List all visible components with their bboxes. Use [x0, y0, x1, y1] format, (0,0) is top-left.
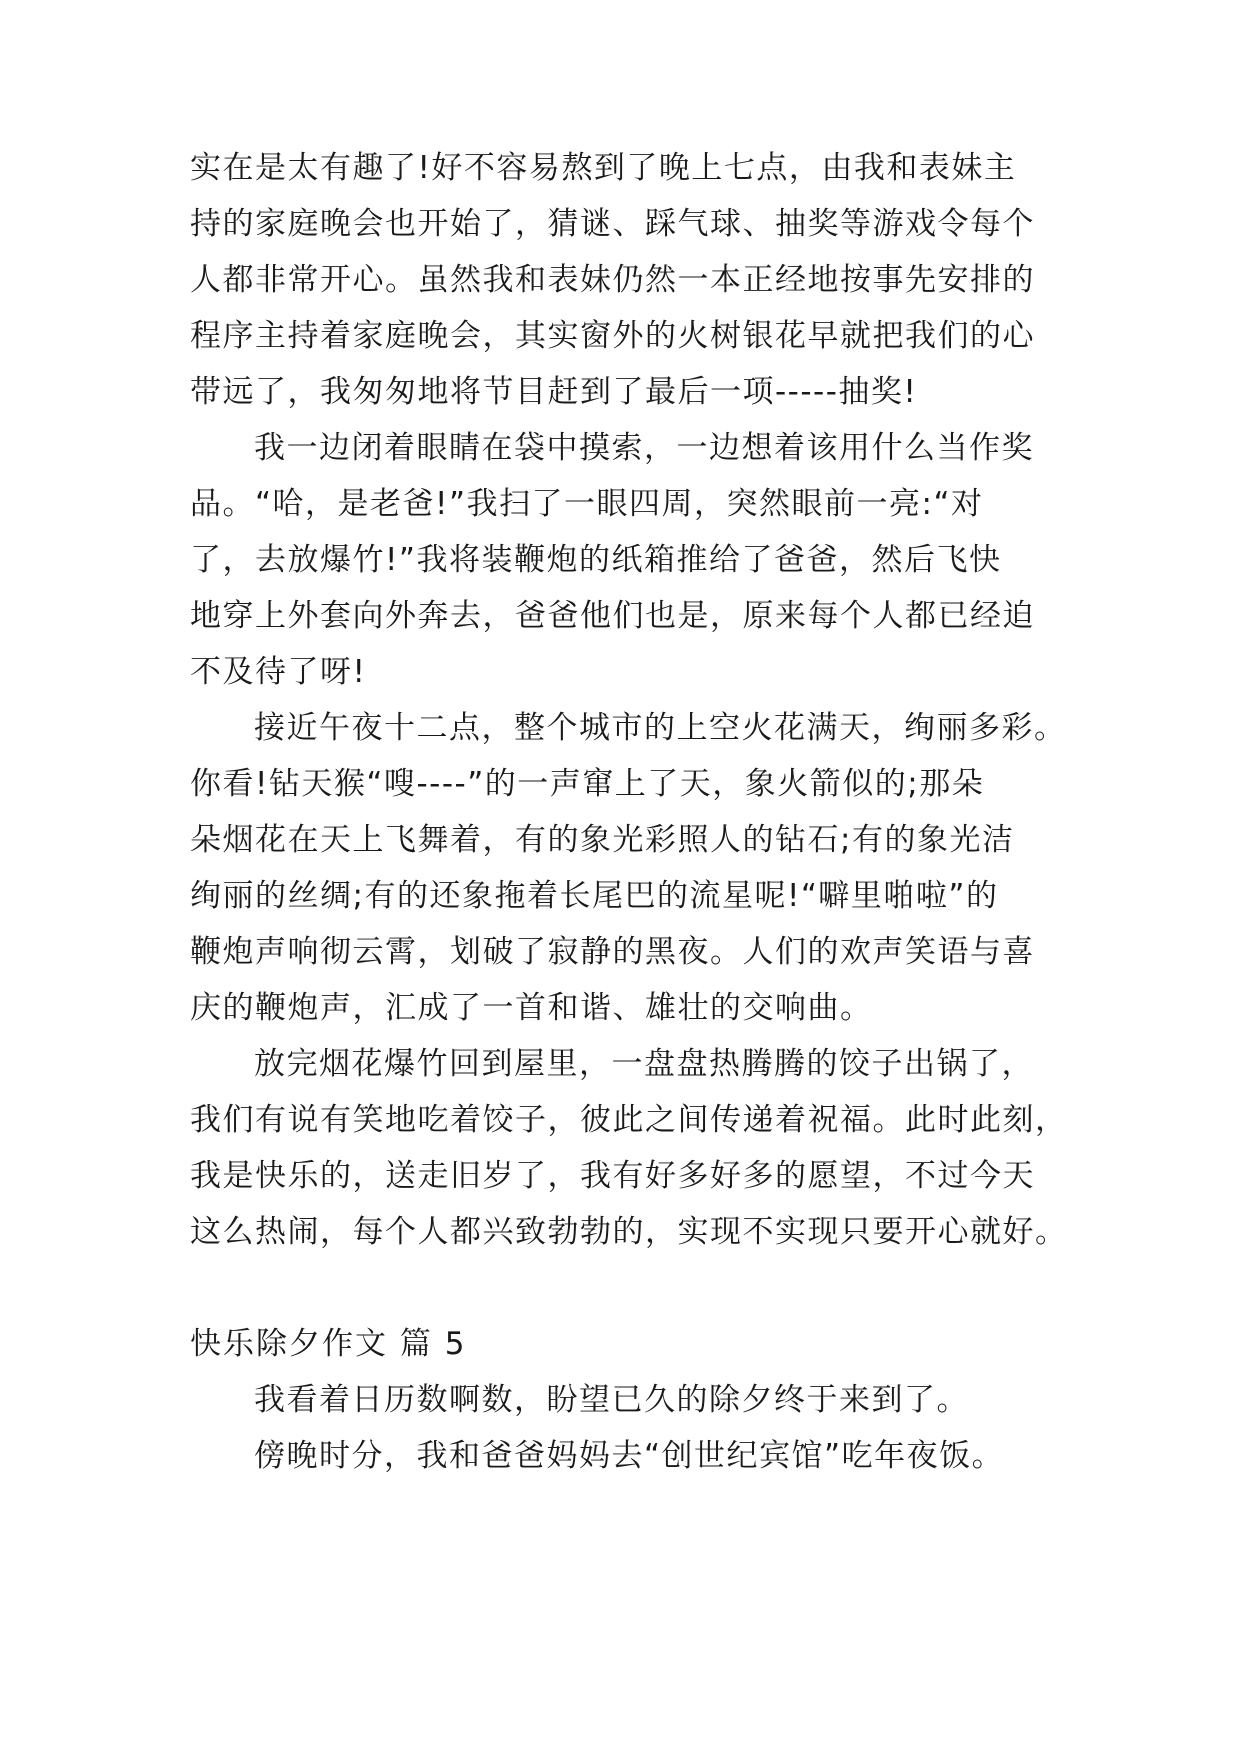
paragraph-3-line-5: 鞭炮声响彻云霄，划破了寂静的黑夜。人们的欢声笑语与喜	[190, 934, 1035, 970]
paragraph-3-line-4: 绚丽的丝绸;有的还象拖着长尾巴的流星呢!“噼里啪啦”的	[190, 878, 999, 914]
paragraph-2-line-5: 不及待了呀!	[190, 654, 367, 690]
paragraph-4-line-1: 放完烟花爆竹回到屋里，一盘盘热腾腾的饺子出锅了，	[254, 1046, 1034, 1082]
paragraph-1-line-4: 程序主持着家庭晚会，其实窗外的火树银花早就把我们的心	[190, 318, 1035, 354]
paragraph-4-line-2: 我们有说有笑地吃着饺子，彼此之间传递着祝福。此时此刻，	[190, 1102, 1068, 1138]
paragraph-2-line-2: 品。“哈，是老爸!”我扫了一眼四周，突然眼前一亮:“对	[190, 486, 984, 522]
paragraph-1-line-2: 持的家庭晚会也开始了，猜谜、踩气球、抽奖等游戏令每个	[190, 206, 1035, 242]
paragraph-2-line-1: 我一边闭着眼睛在袋中摸索，一边想着该用什么当作奖	[254, 430, 1034, 466]
paragraph-3-line-1: 接近午夜十二点，整个城市的上空火花满天，绚丽多彩。	[254, 710, 1067, 746]
paragraph-6-line-1: 傍晚时分，我和爸爸妈妈去“创世纪宾馆”吃年夜饭。	[254, 1438, 1005, 1474]
paragraph-1-line-1: 实在是太有趣了!好不容易熬到了晚上七点，由我和表妹主	[190, 150, 1017, 186]
section-heading: 快乐除夕作文 篇 5	[190, 1326, 467, 1362]
paragraph-4-line-4: 这么热闹，每个人都兴致勃勃的，实现不实现只要开心就好。	[190, 1214, 1068, 1250]
paragraph-4-line-3: 我是快乐的，送走旧岁了，我有好多好多的愿望，不过今天	[190, 1158, 1035, 1194]
paragraph-5-line-1: 我看着日历数啊数，盼望已久的除夕终于来到了。	[254, 1382, 969, 1418]
paragraph-3-line-6: 庆的鞭炮声，汇成了一首和谐、雄壮的交响曲。	[190, 990, 873, 1026]
paragraph-2-line-3: 了，去放爆竹!”我将装鞭炮的纸箱推给了爸爸，然后飞快	[190, 542, 1002, 578]
paragraph-1-line-3: 人都非常开心。虽然我和表妹仍然一本正经地按事先安排的	[190, 262, 1035, 298]
paragraph-3-line-3: 朵烟花在天上飞舞着，有的象光彩照人的钻石;有的象光洁	[190, 822, 1015, 858]
paragraph-1-line-5: 带远了，我匆匆地将节目赶到了最后一项-----抽奖!	[190, 374, 918, 410]
paragraph-3-line-2: 你看!钻天猴“嗖----”的一声窜上了天，象火箭似的;那朵	[190, 766, 985, 802]
paragraph-2-line-4: 地穿上外套向外奔去，爸爸他们也是，原来每个人都已经迫	[190, 598, 1035, 634]
